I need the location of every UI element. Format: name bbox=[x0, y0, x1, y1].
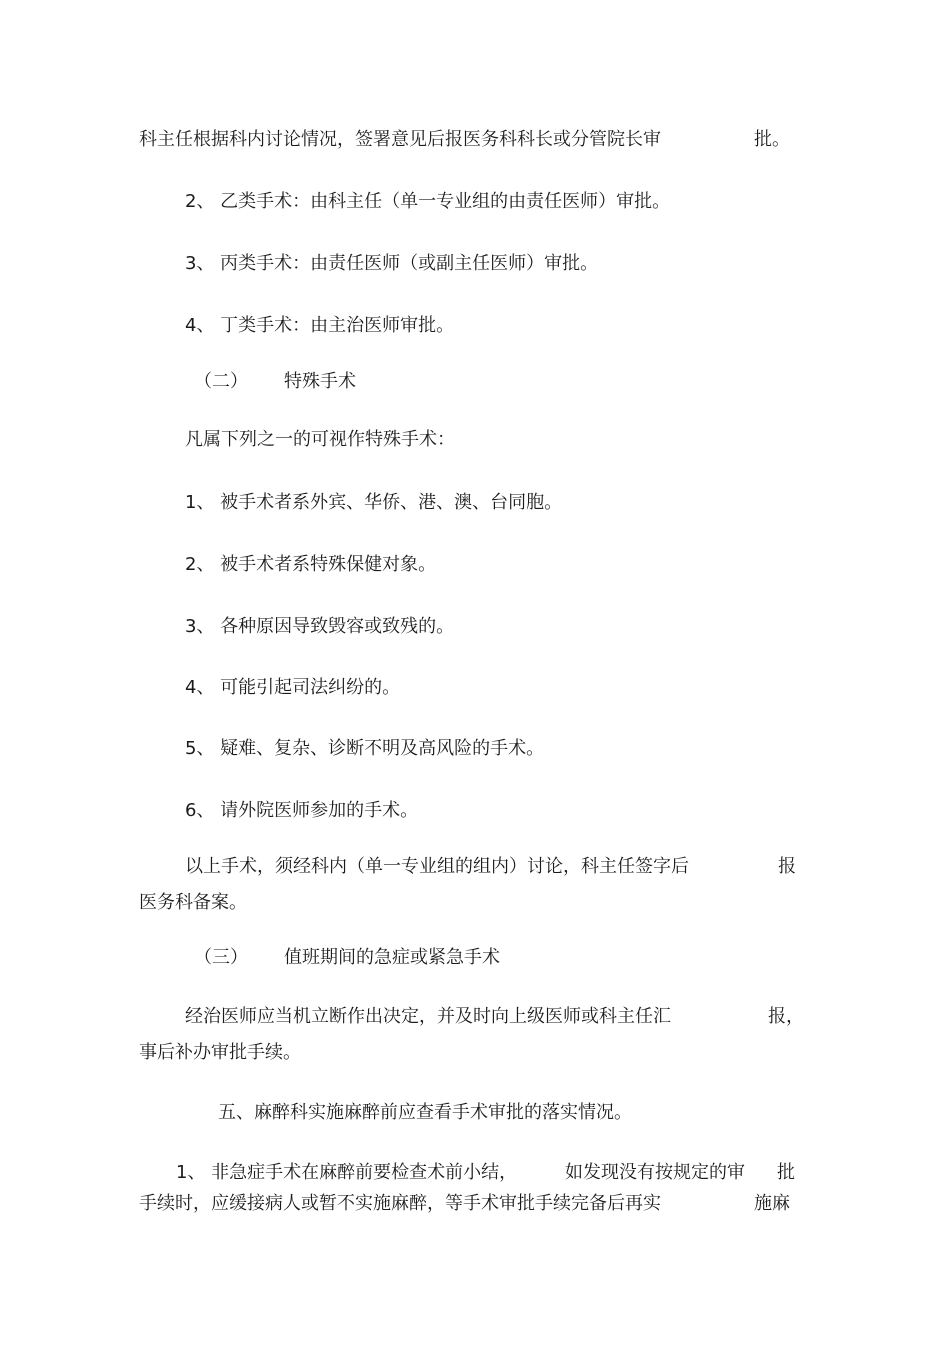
text-line: 经治医师应当机立断作出决定，并及时向上级医师或科主任汇 bbox=[185, 1006, 671, 1027]
list-item: 4、 可能引起司法纠纷的。 bbox=[185, 677, 401, 698]
text-line: 事后补办审批手续。 bbox=[139, 1042, 301, 1063]
text-line: 报 bbox=[778, 856, 796, 877]
section-heading: 五、麻醉科实施麻醉前应查看手术审批的落实情况。 bbox=[218, 1102, 632, 1123]
text-line: 如发现没有按规定的审 bbox=[565, 1162, 745, 1183]
text-line: 以上手术，须经科内（单一专业组的组内）讨论，科主任签字后 bbox=[185, 856, 689, 877]
text-line: 报， bbox=[768, 1006, 804, 1027]
text-line: 科主任根据科内讨论情况，签署意见后报医务科科长或分管院长审 bbox=[139, 129, 661, 150]
text-line: 医务科备案。 bbox=[139, 892, 247, 913]
text-line: 手续时，应缓接病人或暂不实施麻醉，等手术审批手续完备后再实 bbox=[139, 1193, 661, 1214]
section-number: （三） bbox=[194, 947, 248, 968]
list-item: 6、 请外院医师参加的手术。 bbox=[185, 800, 419, 821]
list-item: 3、 各种原因导致毁容或致残的。 bbox=[185, 616, 455, 637]
section-heading: 值班期间的急症或紧急手术 bbox=[284, 947, 500, 968]
text-line: 批 bbox=[777, 1162, 795, 1183]
list-item: 2、 被手术者系特殊保健对象。 bbox=[185, 554, 437, 575]
list-item: 5、 疑难、复杂、诊断不明及高风险的手术。 bbox=[185, 738, 545, 759]
list-item: 3、 丙类手术：由责任医师（或副主任医师）审批。 bbox=[185, 253, 599, 274]
text-line: 施麻 bbox=[754, 1193, 790, 1214]
section-heading: 特殊手术 bbox=[284, 371, 356, 392]
text-line: 凡属下列之一的可视作特殊手术： bbox=[185, 429, 455, 450]
text-line: 批。 bbox=[754, 129, 790, 150]
text-line: 1、 非急症手术在麻醉前要检查术前小结， bbox=[176, 1162, 518, 1183]
list-item: 2、 乙类手术：由科主任（单一专业组的由责任医师）审批。 bbox=[185, 191, 671, 212]
section-number: （二） bbox=[194, 371, 248, 392]
list-item: 1、 被手术者系外宾、华侨、港、澳、台同胞。 bbox=[185, 492, 563, 513]
list-item: 4、 丁类手术：由主治医师审批。 bbox=[185, 315, 455, 336]
